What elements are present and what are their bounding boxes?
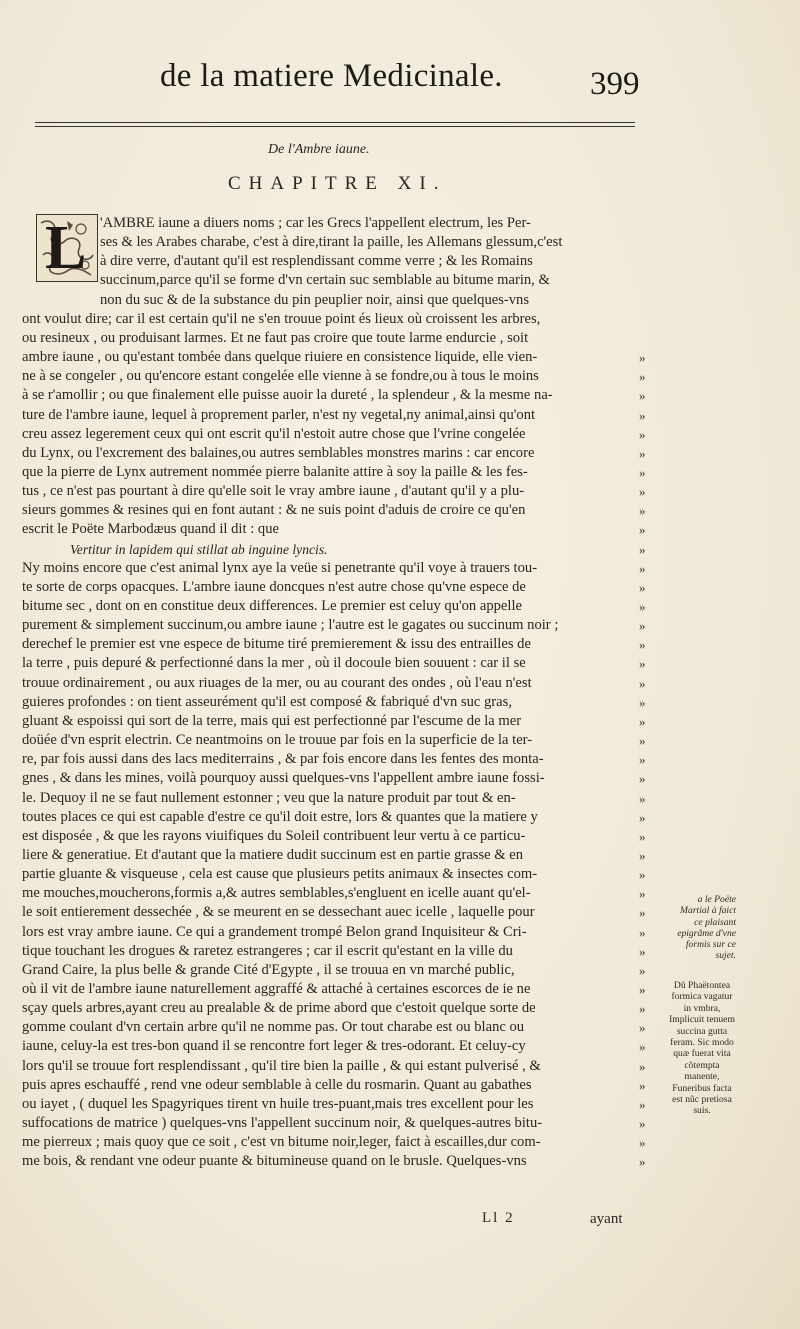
body-line: lors est vray ambre iaune. Ce qui a grandement trompé Belon grand Inquisiteur & Cri- bbox=[22, 923, 527, 940]
body-line: re, par fois aussi dans des lacs mediterrains , & par fois encore dans les fentes des monta- bbox=[22, 751, 544, 768]
quote-mark: » bbox=[639, 464, 646, 480]
margin-note-latin-verse: Dũ Phaëtontea formica vagatur in vmbra, Implicuit tenuem succina gutta feram. Sic modo quæ fuerat vita cõtempta manente, Funeribus facta est nũc pretiosa suis. bbox=[669, 980, 735, 1117]
body-line: Grand Caire, la plus belle & grande Cité d'Egypte , il se trouua en vn marché public, bbox=[22, 961, 515, 978]
quote-mark: » bbox=[639, 484, 646, 500]
body-line: liere & generatiue. Et d'autant que la matiere dudit succinum est en partie grasse & en bbox=[22, 846, 524, 863]
quote-mark: » bbox=[639, 867, 646, 883]
quote-mark: » bbox=[639, 503, 646, 519]
body-line: tus , ce n'est pas pourtant à dire qu'elle soit le vray ambre iaune , d'autant qu'il y a plu- bbox=[22, 483, 525, 500]
body-line: creu assez legerement ceux qui ont escrit qu'il n'estoit autre chose que l'vrine congelée bbox=[22, 425, 526, 442]
signature-mark: Ll 2 bbox=[482, 1210, 515, 1226]
quote-mark: » bbox=[639, 637, 646, 653]
page-number: 399 bbox=[590, 66, 640, 102]
quote-mark: » bbox=[639, 618, 646, 634]
body-line: me pierreux ; mais quoy que ce soit , c'est vn bitume noir,leger, faict à escailles,dur com- bbox=[22, 1134, 541, 1151]
body-line: lors qu'il se trouue fort resplendissant , qu'il tire bien la paille , & qui estant pulverisé , & bbox=[22, 1057, 541, 1074]
quote-mark: » bbox=[639, 522, 646, 538]
body-line: derechef le premier est vne espece de bitume tiré premierement & issu des entrailles de bbox=[22, 636, 531, 653]
quote-mark: » bbox=[639, 1020, 646, 1036]
body-line: que la pierre de Lynx autrement nommée pierre balanite attire à soy la paille & les fes- bbox=[22, 463, 528, 480]
body-line: ture de l'ambre iaune, lequel à proprement parler, n'est ny vegetal,ny animal,ainsi qu'ont bbox=[22, 406, 536, 423]
section-title: De l'Ambre iaune. bbox=[268, 142, 370, 157]
catchword: ayant bbox=[590, 1211, 623, 1227]
quote-mark: » bbox=[639, 675, 646, 691]
quote-mark: » bbox=[639, 943, 646, 959]
quote-mark: » bbox=[639, 369, 646, 385]
body-line: te sorte de corps opacques. L'ambre iaune doncques n'est autre chose qu'vne espece de bbox=[22, 578, 526, 595]
quote-mark: » bbox=[639, 541, 646, 557]
decorated-initial bbox=[36, 214, 98, 282]
body-line: ou resineux , ou produisant larmes. Et ne faut pas croire que toute larme endurcie , soit bbox=[22, 329, 529, 346]
quote-mark: » bbox=[639, 790, 646, 806]
quote-mark: » bbox=[639, 905, 646, 921]
drop-cap-letter: L bbox=[45, 214, 87, 282]
quote-mark: » bbox=[639, 1077, 646, 1093]
quote-mark: » bbox=[639, 752, 646, 768]
body-line: me bois, & rendant vne odeur puante & bitumineuse quand on le brusle. Quelques-vns bbox=[22, 1153, 527, 1170]
body-line: ou iayet , ( duquel les Spagyriques tirent vn huile tres-puant,mais tres excellent pour les bbox=[22, 1095, 534, 1112]
body-line: ont voulut dire; car il est certain qu'il ne s'en trouue point és lieux où croissent les arbres, bbox=[22, 310, 541, 327]
body-line: suffocations de matrice ) quelques-vns l'appellent succinum noir, & quelques-autres bitu- bbox=[22, 1115, 543, 1132]
body-line: le. Dequoy il ne se faut nullement estonner ; veu que la nature produit par tout & en- bbox=[22, 789, 516, 806]
quote-mark: » bbox=[639, 1039, 646, 1055]
body-line: ses & les Arabes charabe, c'est à dire,tirant la paille, les Allemans glessum,c'est bbox=[100, 234, 563, 251]
quote-mark: » bbox=[639, 809, 646, 825]
quote-mark: » bbox=[639, 579, 646, 595]
body-line: sieurs gommes & resines qui en font autant : & ne suis point d'aduis de croire ce qu'en bbox=[22, 502, 526, 519]
body-line: me mouches,moucherons,formis a,& autres semblables,s'engluent en icelle auant qu'el- bbox=[22, 885, 531, 902]
body-line: où il vit de l'ambre iaune naturellement aggraffé & attaché à certaines escorces de ie ne bbox=[22, 981, 531, 997]
body-line: la terre , puis depuré & perfectionné dans la mer , où il docoule bien souuent : car il se bbox=[22, 655, 526, 672]
body-line: gluant & espoissi qui sort de la terre, mais qui est perfectionné par l'escume de la mer bbox=[22, 712, 522, 729]
body-line: partie gluante & visqueuse , cela est cause que plusieurs petits animaux & insectes com- bbox=[22, 866, 538, 883]
quote-mark: » bbox=[639, 962, 646, 978]
quote-mark: » bbox=[639, 1058, 646, 1074]
body-line: à se r'amollir ; ou que finalement elle puisse auoir la dureté , la splendeur , & la mesme na- bbox=[22, 387, 553, 404]
body-line: 'AMBRE iaune a diuers noms ; car les Grecs l'appellent electrum, les Per- bbox=[100, 215, 531, 231]
quote-mark: » bbox=[639, 733, 646, 749]
body-line: gomme coulant d'vn certain arbre qu'il ne nomme pas. Or tout charabe est ou blanc ou bbox=[22, 1019, 525, 1036]
quote-mark: » bbox=[639, 886, 646, 902]
body-line: trouue ordinairement , ou aux riuages de la mer, ou au courant des ondes , où l'eau n'est bbox=[22, 674, 532, 691]
body-line: toutes places ce qui est capable d'estre ce qu'il doit estre, lors & quantes que la matiere y bbox=[22, 808, 538, 825]
quote-mark: » bbox=[639, 771, 646, 787]
body-line: tique touchant les drogues & raretez estrangeres ; car il escrit qu'estant en la ville du bbox=[22, 942, 513, 959]
header-rule-bottom bbox=[35, 126, 635, 127]
body-line: du Lynx, ou l'excrement des balaines,ou autres semblables monstres marins : car encore bbox=[22, 444, 535, 461]
body-line: iaune, celuy-la est tres-bon quand il se rencontre fort leger & tres-odorant. Et celuy-cy bbox=[22, 1038, 526, 1055]
quote-mark: » bbox=[639, 445, 646, 461]
quote-mark: » bbox=[639, 847, 646, 863]
body-line: non du suc & de la substance du pin peuplier noir, ainsi que quelques-vns bbox=[100, 291, 530, 308]
quote-mark: » bbox=[639, 656, 646, 672]
quote-mark: » bbox=[639, 1154, 646, 1170]
quote-mark: » bbox=[639, 426, 646, 442]
body-line: doüée d'vn esprit electrin. Ce neantmoins on le trouue par fois en la superficie de la ter- bbox=[22, 732, 533, 749]
chapter-title: CHAPITRE XI. bbox=[228, 173, 447, 194]
body-line: Ny moins encore que c'est animal lynx aye la veüe si penetrante qu'il voye à trauers tou- bbox=[22, 559, 538, 576]
quote-mark: » bbox=[639, 1001, 646, 1017]
quote-mark: » bbox=[639, 1116, 646, 1132]
header-rule-top bbox=[35, 122, 635, 123]
body-line: guieres profondes : on tient asseurément qu'il est composé & fabriqué d'vn suc gras, bbox=[22, 693, 512, 710]
running-title: de la matiere Medicinale. bbox=[160, 58, 503, 94]
body-line: puis apres eschauffé , rend vne odeur semblable à celle du rosmarin. Quant au gabathes bbox=[22, 1076, 532, 1093]
quote-mark: » bbox=[639, 1135, 646, 1151]
body-line: à dire verre, d'autant qu'il est resplendissant comme verre ; & les Romains bbox=[100, 253, 533, 270]
body-line: escrit le Poëte Marbodæus quand il dit : que bbox=[22, 521, 279, 538]
quote-mark: » bbox=[639, 388, 646, 404]
quote-mark: » bbox=[639, 350, 646, 366]
quote-mark: » bbox=[639, 924, 646, 940]
quote-mark: » bbox=[639, 1096, 646, 1112]
quote-mark: » bbox=[639, 407, 646, 423]
quote-mark: » bbox=[639, 599, 646, 614]
margin-note-poet: a le Poëte Martial à faict ce plaisant epigrãme d'vne formis sur ce sujet. bbox=[677, 894, 736, 962]
body-line: le soit entierement dessechée , & se meurent en se dessechant auec icelle , laquelle pour bbox=[22, 904, 535, 921]
quote-mark: » bbox=[639, 828, 646, 844]
body-line: ambre iaune , ou qu'estant tombée dans quelque riuiere en consistence liquide, elle vien- bbox=[22, 349, 538, 366]
body-line: succinum,parce qu'il se forme d'vn certain suc semblable au bitume marin, & bbox=[100, 272, 550, 289]
body-line: purement & simplement succinum,ou ambre iaune ; l'autre est le gagates ou succinum noir ; bbox=[22, 617, 559, 634]
body-line: gnes , & dans les mines, voilà pourquoy aussi quelques-vns l'appellent ambre iaune fossi- bbox=[22, 770, 545, 787]
quote-mark: » bbox=[639, 694, 646, 710]
body-line: sçay quels arbres,ayant creu au prealable & de prime abord que c'estoit quelque sorte de bbox=[22, 1000, 536, 1017]
body-line: bitume sec , dont on en constitue deux differences. Le premier est celuy qu'on appelle bbox=[22, 598, 522, 614]
body-line: Vertitur in lapidem qui stillat ab inguine lyncis. bbox=[70, 541, 328, 557]
quote-mark: » bbox=[639, 713, 646, 729]
body-line: est disposée , & que les rayons viuifiques du Soleil contribuent leur vertu à ce particu- bbox=[22, 827, 526, 844]
body-line: ne à se congeler , ou qu'encore estant congelée elle vienne à se fondre,ou à tous le moins bbox=[22, 368, 539, 385]
quote-mark: » bbox=[639, 982, 646, 997]
quote-mark: » bbox=[639, 560, 646, 576]
